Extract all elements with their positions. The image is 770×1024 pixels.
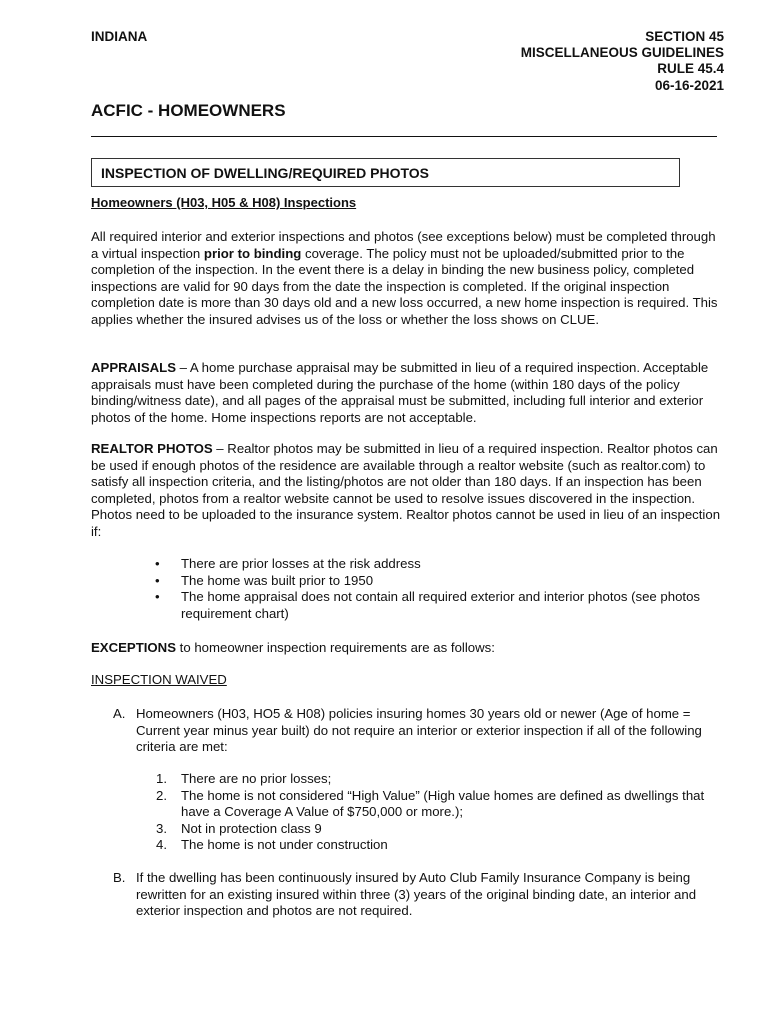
list-item: • There are prior losses at the risk address — [155, 556, 421, 571]
homeowners-inspections-heading: Homeowners (H03, H05 & H08) Inspections — [91, 195, 357, 210]
bullet-icon: • — [155, 572, 160, 588]
realtor-photos-label: REALTOR PHOTOS — [91, 441, 213, 456]
bullet-icon: • — [155, 556, 160, 571]
para1-text-end: coverage. The policy must not be uploaded/submitted prior to the completion of the inspection. In the event there is a delay in binding the new business policy, completed inspections are valid for 90 days from the date the inspection is completed. If the original inspection completion date is more than 30 days old and a new loss occurred, a new home inspection is required. This applies whether the insured advises us of the loss or whether the loss shows on CLUE. — [91, 245, 718, 327]
section-box-title: INSPECTION OF DWELLING/REQUIRED PHOTOS — [91, 158, 680, 187]
realtor-photos-text: – Realtor photos may be submitted in lieu of a required inspection. Realtor photos can be used if enough photos of the residence are available through a realtor website (such as realtor.com) to satisfy all inspection criteria, and the listing/photos are not older than 180 days. If an inspection has been completed, photos from a realtor website cannot be used to resolve issues discovered in the inspection. Photos need to be uploaded to the insurance system. Realtor photos cannot be used in lieu of an inspection if: — [91, 441, 721, 539]
section-number: SECTION 45 — [645, 29, 724, 44]
exceptions-label: EXCEPTIONS — [91, 640, 177, 655]
item-letter: B. — [113, 870, 126, 885]
header-info — [384, 29, 724, 94]
para1-text-start: All required interior and exterior inspections and photos (see exceptions below) must be completed through a virtual inspection — [91, 229, 716, 261]
exceptions-paragraph — [91, 640, 725, 657]
list-item: 4. The home is not under construction — [156, 837, 388, 852]
appraisals-text: – A home purchase appraisal may be submitted in lieu of a required inspection. Acceptable appraisals must have been completed during the purchase of the home (within 180 days of the policy binding/witness date), and all pages of the appraisal must be submitted, including full interior and exterior photos of the home. Home inspections reports are not acceptable. — [91, 360, 709, 425]
inspection-waived-heading: INSPECTION WAIVED — [91, 672, 227, 687]
item-text: Homeowners (H03, HO5 & H08) policies insuring homes 30 years old or newer (Age of home = Current year minus year built) do not require an interior or exterior inspection if all of the following criteria are met: — [136, 706, 702, 754]
exception-item-b — [113, 870, 727, 920]
realtor-exclusions-list — [155, 556, 715, 622]
appraisals-paragraph — [91, 360, 725, 426]
title-divider — [91, 136, 717, 137]
list-item: • The home was built prior to 1950 — [155, 572, 374, 588]
appraisals-label: APPRAISALS — [91, 360, 176, 375]
realtor-photos-paragraph — [91, 441, 725, 540]
item-letter: A. — [113, 706, 126, 721]
inspection-requirements-paragraph — [91, 229, 725, 328]
list-item: • The home appraisal does not contain all required exterior and interior photos (see photos requirement chart) — [155, 589, 701, 621]
rule-number: RULE 45.4 — [657, 61, 724, 77]
list-item: 2. The home is not considered “High Value” (High value homes are defined as dwellings that have a Coverage A Value of $750,000 or more.); — [156, 787, 705, 819]
document-title: ACFIC - HOMEOWNERS — [91, 101, 286, 120]
list-item: 1. There are no prior losses; — [156, 771, 332, 786]
section-title: MISCELLANEOUS GUIDELINES — [520, 45, 724, 61]
list-item: 3. Not in protection class 9 — [156, 820, 322, 836]
header-state: INDIANA — [91, 29, 148, 44]
rule-date: 06-16-2021 — [654, 77, 724, 93]
exceptions-text: to homeowner inspection requirements are as follows: — [176, 640, 495, 655]
prior-to-binding-emphasis: prior to binding — [203, 245, 302, 261]
waiver-criteria-list — [156, 771, 716, 854]
bullet-icon: • — [155, 589, 160, 604]
item-text: If the dwelling has been continuously insured by Auto Club Family Insurance Company is being rewritten for an existing insured within three (3) years of the original binding date, an interior and exterior inspection and photos are not required. — [136, 870, 697, 918]
exception-item-a — [113, 706, 727, 756]
